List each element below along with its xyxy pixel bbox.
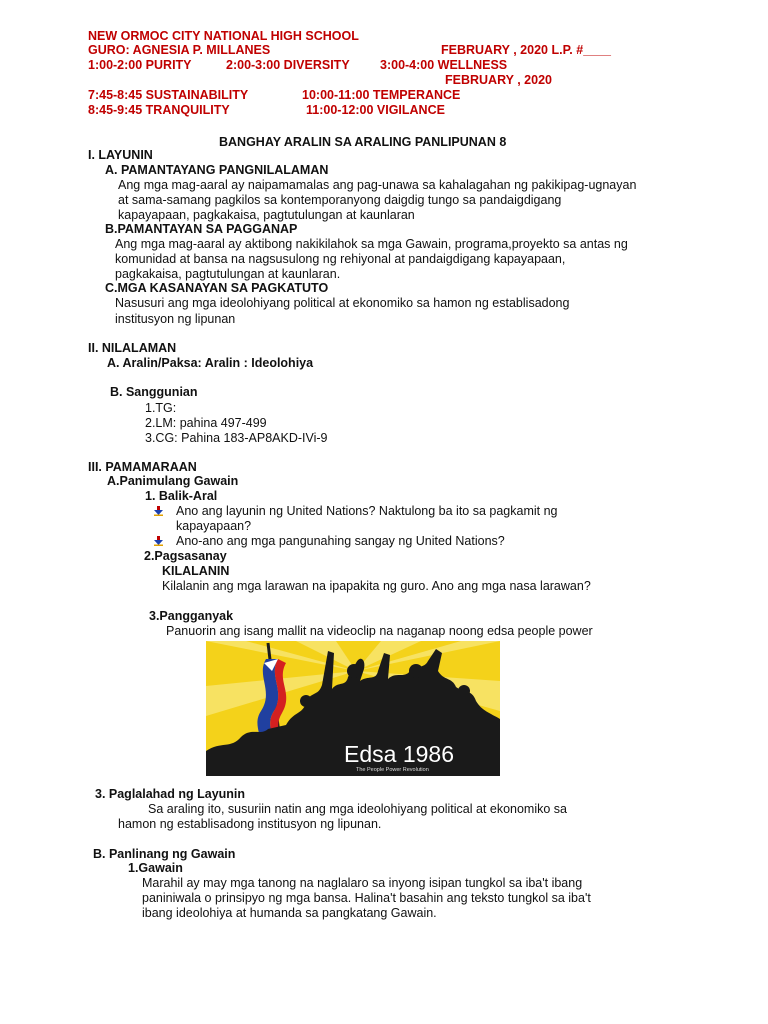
section-heading-nilalaman: II. NILALAMAN — [88, 341, 177, 355]
schedule-sustainability: 7:45-8:45 SUSTAINABILITY — [88, 88, 249, 102]
subheading-pangganyak: 3.Pangganyak — [149, 609, 234, 623]
section-heading-layunin: I. LAYUNIN — [88, 148, 153, 162]
paragraph-line: kapayapaan, pagkakaisa, pagtutulungan at kaunlaran — [118, 208, 415, 222]
paragraph-line: at sama-samang pagkilos sa kontemporanyong daigdig tungo sa pandaigdigang — [118, 193, 562, 207]
subheading-panlinang: B. Panlinang ng Gawain — [93, 847, 236, 861]
arrow-bullet-icon — [154, 506, 163, 516]
school-name: NEW ORMOC CITY NATIONAL HIGH SCHOOL — [88, 29, 359, 43]
schedule-diversity: 2:00-3:00 DIVERSITY — [226, 58, 350, 72]
gawain-line: ibang ideolohiya at humanda sa pangkatang Gawain. — [142, 906, 437, 920]
paglalahad-line: hamon ng establisadong institusyon ng lipunan. — [118, 817, 382, 831]
paragraph-line: pagkakaisa, pagtutulungan at kaunlaran. — [115, 267, 341, 281]
document-title: BANGHAY ARALIN SA ARALING PANLIPUNAN 8 — [219, 135, 507, 149]
pangganyak-instruction: Panuorin ang isang mallit na videoclip na naganap noong edsa people power — [166, 624, 593, 638]
subheading-sanggunian: B. Sanggunian — [110, 385, 198, 399]
paragraph-line: Nasusuri ang mga ideolohiyang political at ekonomiko sa hamon ng establisadong — [115, 296, 570, 310]
schedule-vigilance: 11:00-12:00 VIGILANCE — [306, 103, 445, 117]
schedule-tranquility: 8:45-9:45 TRANQUILITY — [88, 103, 230, 117]
paglalahad-line: Sa araling ito, susuriin natin ang mga ideolohiyang political at ekonomiko sa — [148, 802, 568, 816]
reference-item: 2.LM: pahina 497-499 — [145, 416, 267, 430]
subheading-balik-aral: 1. Balik-Aral — [145, 489, 218, 503]
subheading-kasanayan: C.MGA KASANAYAN SA PAGKATUTO — [105, 281, 329, 295]
aralin-paksa: A. Aralin/Paksa: Aralin : Ideolohiya — [107, 356, 314, 370]
paragraph-line: Ang mga mag-aaral ay naipamamalas ang pag-unawa sa kahalagahan ng pakikipag-ugnayan — [118, 178, 637, 192]
review-question-2: Ano-ano ang mga pangunahing sangay ng United Nations? — [176, 534, 505, 548]
arrow-bullet-icon — [154, 536, 163, 546]
subheading-pagsasanay: 2.Pagsasanay — [144, 549, 227, 563]
review-question-1-cont: kapayapaan? — [176, 519, 252, 533]
kilalanin-label: KILALANIN — [162, 564, 230, 578]
reference-item: 1.TG: — [145, 401, 177, 415]
lesson-date-1: FEBRUARY , 2020 L.P. #____ — [441, 43, 611, 57]
subheading-pamantayang-pangnilalaman: A. PAMANTAYANG PANGNILALAMAN — [105, 163, 329, 177]
paragraph-line: Ang mga mag-aaral ay aktibong nakikilahok sa mga Gawain, programa,proyekto sa antas ng — [115, 237, 628, 251]
kilalanin-instruction: Kilalanin ang mga larawan na ipapakita ng guro. Ano ang mga nasa larawan? — [162, 579, 591, 593]
schedule-wellness: 3:00-4:00 WELLNESS — [380, 58, 508, 72]
review-question-1: Ano ang layunin ng United Nations? Naktulong ba ito sa pagkamit ng — [176, 504, 558, 518]
section-heading-pamamaraan: III. PAMAMARAAN — [88, 460, 197, 474]
edsa-poster-image — [206, 641, 500, 776]
poster-title: Edsa 1986 — [344, 741, 454, 767]
poster-subtitle: The People Power Revolution — [356, 767, 429, 773]
gawain-line: paniniwala o prinsipyo ng mga bansa. Halina't basahin ang teksto tungkol sa iba't — [142, 891, 591, 905]
paragraph-line: komunidad at bansa na nagsusulong ng rehiyonal at pandaigdigang kapayapaan, — [115, 252, 566, 266]
edsa-poster-illustration — [206, 641, 500, 776]
subheading-pamantayan-sa-pagganap: B.PAMANTAYAN SA PAGGANAP — [105, 222, 298, 236]
gawain-line: Marahil ay may mga tanong na naglalaro sa inyong isipan tungkol sa iba't ibang — [142, 876, 583, 890]
lesson-date-2: FEBRUARY , 2020 — [445, 73, 552, 87]
paragraph-line: institusyon ng lipunan — [115, 312, 236, 326]
schedule-temperance: 10:00-11:00 TEMPERANCE — [302, 88, 461, 102]
reference-item: 3.CG: Pahina 183-AP8AKD-IVi-9 — [145, 431, 328, 445]
subheading-panimulang-gawain: A.Panimulang Gawain — [107, 474, 239, 488]
subheading-gawain: 1.Gawain — [128, 861, 183, 875]
teacher-name: GURO: AGNESIA P. MILLANES — [88, 43, 271, 57]
subheading-paglalahad: 3. Paglalahad ng Layunin — [95, 787, 246, 801]
schedule-purity: 1:00-2:00 PURITY — [88, 58, 192, 72]
